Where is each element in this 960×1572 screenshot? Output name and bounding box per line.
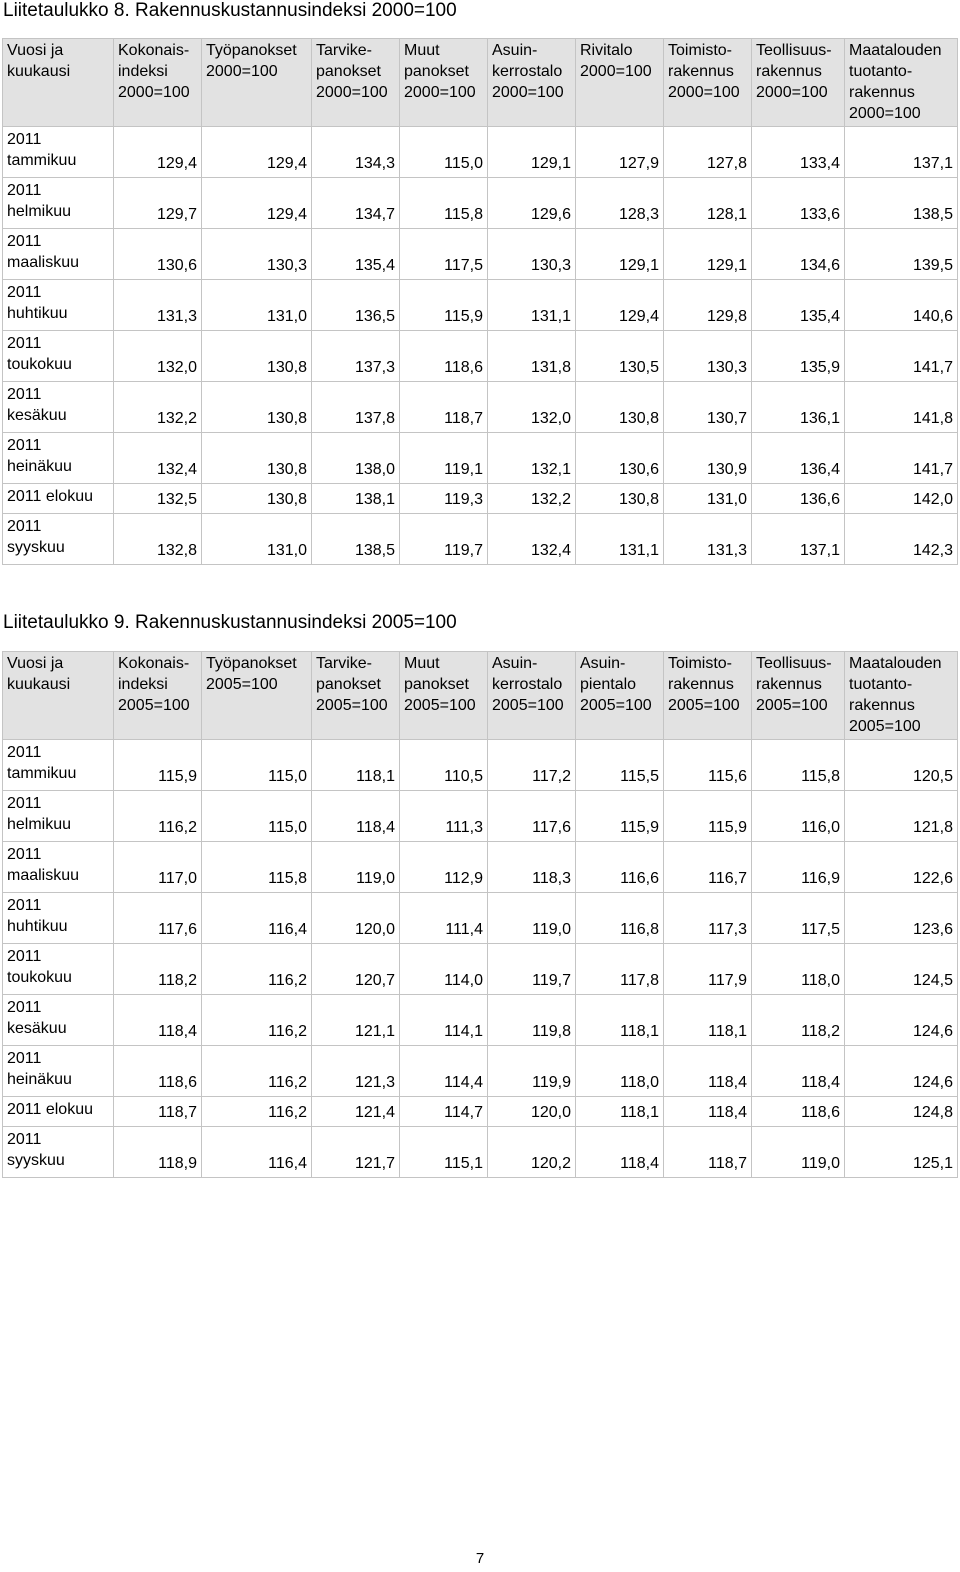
table-cell: 130,3 [664,331,752,382]
table-cell: 131,8 [488,331,576,382]
table-row [3,331,958,382]
table-cell: 130,9 [664,433,752,484]
table-cell: 116,2 [114,791,202,842]
table-cell: 129,1 [576,229,664,280]
table-cell: 116,0 [752,791,845,842]
table-cell: 129,1 [664,229,752,280]
column-header-label: Teollisuus- rakennus 2000=100 [756,42,832,101]
row-label: 2011 heinäkuu [3,433,114,484]
table-cell: 118,4 [752,1046,845,1097]
table-cell: 131,1 [576,514,664,565]
table-cell: 140,6 [845,280,958,331]
column-header-label: Rivitalo 2000=100 [580,42,652,80]
table-cell: 133,4 [752,127,845,178]
table-cell: 115,8 [400,178,488,229]
table-cell: 125,1 [845,1127,958,1178]
table-cell: 116,6 [576,842,664,893]
table-cell: 118,4 [664,1046,752,1097]
column-header-label: Työpanokset 2000=100 [206,42,297,80]
table-row [3,178,958,229]
column-header [312,39,400,127]
column-header [576,39,664,127]
table-cell: 118,0 [752,944,845,995]
column-header [664,39,752,127]
table-cell: 136,6 [752,484,845,514]
table-cell: 118,4 [312,791,400,842]
table-row [3,382,958,433]
table-row [3,893,958,944]
table-cell: 115,0 [202,740,312,791]
table-cell: 115,9 [664,791,752,842]
column-header-label: Muut panokset 2005=100 [404,655,476,714]
table-cell: 119,0 [488,893,576,944]
table-cell: 130,7 [664,382,752,433]
table-title: Liitetaulukko 8. Rakennuskustannusindeksi 2000=100 [3,0,457,21]
table-cell: 118,7 [664,1127,752,1178]
table-cell: 119,1 [400,433,488,484]
table-cell: 142,0 [845,484,958,514]
table-cell: 114,1 [400,995,488,1046]
column-header-label: Maatalouden tuotanto- rakennus 2005=100 [849,655,942,735]
table-cell: 112,9 [400,842,488,893]
table-cell: 116,7 [664,842,752,893]
table-cell: 131,3 [664,514,752,565]
table-cell: 129,7 [114,178,202,229]
table-cell: 130,6 [576,433,664,484]
column-header [3,652,114,740]
table-cell: 141,7 [845,433,958,484]
column-header [312,652,400,740]
table-cell: 132,4 [488,514,576,565]
table-cell: 129,4 [114,127,202,178]
table-cell: 120,5 [845,740,958,791]
row-label: 2011 maaliskuu [3,842,114,893]
table-cell: 134,6 [752,229,845,280]
row-label: 2011 maaliskuu [3,229,114,280]
table-cell: 116,2 [202,1097,312,1127]
table-cell: 117,2 [488,740,576,791]
table-cell: 115,8 [202,842,312,893]
header-row [3,652,958,740]
column-header-label: Tarvike- panokset 2000=100 [316,42,388,101]
table-cell: 114,4 [400,1046,488,1097]
table-cell: 117,8 [576,944,664,995]
table-cell: 141,7 [845,331,958,382]
table-cell: 119,7 [400,514,488,565]
table-cell: 114,0 [400,944,488,995]
table-cell: 116,2 [202,995,312,1046]
table-cell: 134,3 [312,127,400,178]
table-cell: 129,8 [664,280,752,331]
table-row [3,944,958,995]
table-cell: 131,0 [202,280,312,331]
table-cell: 132,2 [488,484,576,514]
table-cell: 128,3 [576,178,664,229]
table-row [3,484,958,514]
table-cell: 115,8 [752,740,845,791]
table-cell: 129,1 [488,127,576,178]
table-cell: 118,1 [576,1097,664,1127]
table-cell: 118,4 [664,1097,752,1127]
column-header-label: Toimisto- rakennus 2000=100 [668,42,740,101]
table-cell: 111,4 [400,893,488,944]
table-cell: 115,9 [114,740,202,791]
column-header-label: Asuin- kerrostalo 2000=100 [492,42,564,101]
table-cell: 115,6 [664,740,752,791]
table-cell: 130,3 [488,229,576,280]
table-row [3,433,958,484]
table-cell: 121,1 [312,995,400,1046]
column-header [400,652,488,740]
column-header-label: Vuosi ja kuukausi [7,655,71,693]
table-row [3,127,958,178]
table-cell: 119,0 [752,1127,845,1178]
table-row [3,995,958,1046]
table-cell: 136,1 [752,382,845,433]
header-row [3,39,958,127]
table-cell: 119,0 [312,842,400,893]
table-cell: 117,6 [488,791,576,842]
row-label: 2011 heinäkuu [3,1046,114,1097]
table-cell: 121,7 [312,1127,400,1178]
table-cell: 137,1 [752,514,845,565]
table-cell: 121,8 [845,791,958,842]
table-cell: 136,5 [312,280,400,331]
page-number: 7 [475,1550,485,1567]
row-label: 2011 tammikuu [3,127,114,178]
table-cell: 122,6 [845,842,958,893]
table-cell: 118,3 [488,842,576,893]
table-cell: 110,5 [400,740,488,791]
column-header-label: Asuin- pientalo 2005=100 [580,655,652,714]
column-header [114,39,202,127]
table-cell: 124,8 [845,1097,958,1127]
row-label: 2011 elokuu [3,1097,114,1127]
table-cell: 129,4 [202,178,312,229]
table-cell: 132,2 [114,382,202,433]
table-cell: 133,6 [752,178,845,229]
row-label: 2011 syyskuu [3,1127,114,1178]
table-cell: 130,8 [576,484,664,514]
table-cell: 137,1 [845,127,958,178]
column-header [114,652,202,740]
index-table-2005 [2,651,958,1178]
table-cell: 139,5 [845,229,958,280]
row-label: 2011 huhtikuu [3,280,114,331]
column-header [488,39,576,127]
table-cell: 130,8 [202,382,312,433]
table-cell: 131,3 [114,280,202,331]
row-label: 2011 huhtikuu [3,893,114,944]
table-cell: 120,0 [488,1097,576,1127]
table-cell: 117,0 [114,842,202,893]
table-cell: 137,8 [312,382,400,433]
table-cell: 118,7 [114,1097,202,1127]
table-cell: 116,8 [576,893,664,944]
table-cell: 118,6 [400,331,488,382]
table-cell: 130,3 [202,229,312,280]
table-cell: 116,2 [202,1046,312,1097]
table-cell: 132,1 [488,433,576,484]
table-cell: 117,6 [114,893,202,944]
table-cell: 128,1 [664,178,752,229]
table-row [3,842,958,893]
table-cell: 118,1 [312,740,400,791]
table-cell: 135,9 [752,331,845,382]
column-header [576,652,664,740]
table-cell: 130,8 [576,382,664,433]
column-header [400,39,488,127]
table-row [3,1127,958,1178]
table-cell: 132,4 [114,433,202,484]
table-cell: 131,1 [488,280,576,331]
table-cell: 124,6 [845,995,958,1046]
column-header-label: Tarvike- panokset 2005=100 [316,655,388,714]
row-label: 2011 tammikuu [3,740,114,791]
table-row [3,280,958,331]
table-cell: 115,5 [576,740,664,791]
table-cell: 115,0 [400,127,488,178]
row-label: 2011 kesäkuu [3,995,114,1046]
table-cell: 138,0 [312,433,400,484]
table-cell: 118,6 [114,1046,202,1097]
table-cell: 130,8 [202,433,312,484]
table-cell: 120,7 [312,944,400,995]
table-cell: 116,2 [202,944,312,995]
table-cell: 138,5 [312,514,400,565]
table-cell: 132,5 [114,484,202,514]
table-cell: 131,0 [664,484,752,514]
table-cell: 121,4 [312,1097,400,1127]
table-row [3,1097,958,1127]
column-header-label: Muut panokset 2000=100 [404,42,476,101]
table-cell: 124,6 [845,1046,958,1097]
column-header [202,39,312,127]
table-cell: 118,4 [576,1127,664,1178]
table-cell: 116,4 [202,893,312,944]
column-header-label: Asuin- kerrostalo 2005=100 [492,655,564,714]
table-cell: 117,9 [664,944,752,995]
table-cell: 136,4 [752,433,845,484]
column-header-label: Toimisto- rakennus 2005=100 [668,655,740,714]
table-cell: 138,5 [845,178,958,229]
table-cell: 141,8 [845,382,958,433]
table-title: Liitetaulukko 9. Rakennuskustannusindeksi 2005=100 [3,612,457,633]
table-cell: 130,5 [576,331,664,382]
table-cell: 115,9 [400,280,488,331]
table-cell: 142,3 [845,514,958,565]
row-label: 2011 toukokuu [3,944,114,995]
table-cell: 111,3 [400,791,488,842]
table-cell: 120,0 [312,893,400,944]
table-cell: 123,6 [845,893,958,944]
table-cell: 118,2 [752,995,845,1046]
table-cell: 129,4 [576,280,664,331]
table-cell: 132,0 [488,382,576,433]
table-cell: 131,0 [202,514,312,565]
column-header-label: Työpanokset 2005=100 [206,655,297,693]
column-header-label: Kokonais- indeksi 2000=100 [118,42,190,101]
table-cell: 116,4 [202,1127,312,1178]
table-cell: 117,3 [664,893,752,944]
table-cell: 114,7 [400,1097,488,1127]
table-cell: 129,6 [488,178,576,229]
column-header-label: Maatalouden tuotanto- rakennus 2000=100 [849,42,942,122]
table-cell: 130,6 [114,229,202,280]
table-cell: 118,1 [576,995,664,1046]
table-cell: 118,1 [664,995,752,1046]
table-row [3,740,958,791]
column-header [3,39,114,127]
column-header [488,652,576,740]
row-label: 2011 helmikuu [3,791,114,842]
table-cell: 116,9 [752,842,845,893]
table-cell: 135,4 [312,229,400,280]
table-cell: 132,8 [114,514,202,565]
table-row [3,791,958,842]
row-label: 2011 helmikuu [3,178,114,229]
table-cell: 118,7 [400,382,488,433]
table-cell: 137,3 [312,331,400,382]
table-cell: 115,1 [400,1127,488,1178]
row-label: 2011 kesäkuu [3,382,114,433]
table-row [3,514,958,565]
table-cell: 118,0 [576,1046,664,1097]
column-header [202,652,312,740]
table-cell: 119,7 [488,944,576,995]
table-cell: 130,8 [202,484,312,514]
table-cell: 127,8 [664,127,752,178]
column-header [664,652,752,740]
column-header [752,39,845,127]
column-header-label: Teollisuus- rakennus 2005=100 [756,655,832,714]
table-cell: 119,3 [400,484,488,514]
table-cell: 117,5 [752,893,845,944]
column-header-label: Vuosi ja kuukausi [7,42,71,80]
table-cell: 135,4 [752,280,845,331]
table-row [3,1046,958,1097]
table-cell: 124,5 [845,944,958,995]
table-cell: 129,4 [202,127,312,178]
table-cell: 115,9 [576,791,664,842]
table-cell: 134,7 [312,178,400,229]
table-cell: 118,2 [114,944,202,995]
table-cell: 130,8 [202,331,312,382]
table-cell: 121,3 [312,1046,400,1097]
table-cell: 127,9 [576,127,664,178]
row-label: 2011 syyskuu [3,514,114,565]
table-cell: 119,8 [488,995,576,1046]
table-cell: 118,9 [114,1127,202,1178]
table-cell: 119,9 [488,1046,576,1097]
column-header [845,652,958,740]
row-label: 2011 elokuu [3,484,114,514]
table-cell: 138,1 [312,484,400,514]
table-cell: 118,6 [752,1097,845,1127]
column-header-label: Kokonais- indeksi 2005=100 [118,655,190,714]
table-cell: 132,0 [114,331,202,382]
column-header [845,39,958,127]
table-row [3,229,958,280]
index-table-2000 [2,38,958,565]
table-cell: 120,2 [488,1127,576,1178]
row-label: 2011 toukokuu [3,331,114,382]
column-header [752,652,845,740]
table-cell: 117,5 [400,229,488,280]
table-cell: 115,0 [202,791,312,842]
table-cell: 118,4 [114,995,202,1046]
